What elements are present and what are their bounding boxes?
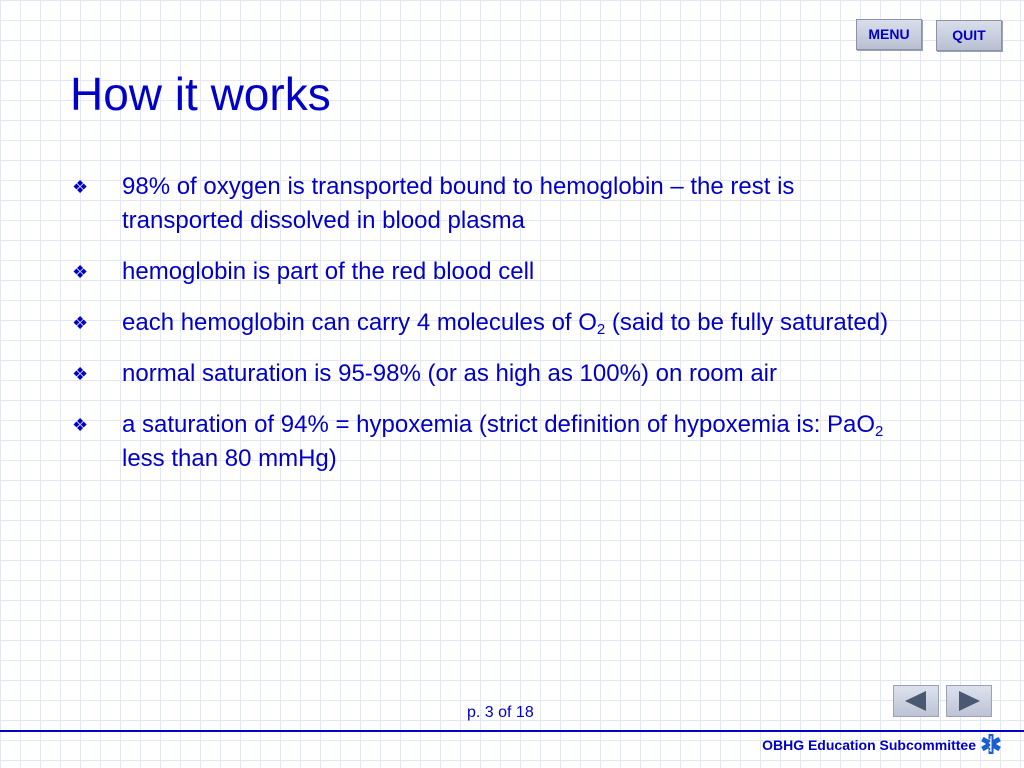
organization-name: OBHG Education Subcommittee (762, 737, 976, 753)
diamond-bullet-icon: ❖ (72, 364, 89, 384)
slide-title: How it works (70, 68, 331, 120)
footer-divider (0, 730, 1024, 732)
bullet-text-before: each hemoglobin can carry 4 molecules of O (122, 309, 597, 336)
star-of-life-icon (980, 733, 1002, 755)
bullet-text-after: less than 80 mmHg) (122, 445, 337, 472)
subscript: 2 (596, 321, 606, 338)
arrow-right-icon (947, 686, 991, 716)
bullet-list (70, 170, 910, 493)
bullet-item (70, 255, 910, 289)
bullet-text: hemoglobin is part of the red blood cell (122, 258, 535, 285)
bullet-text (122, 411, 883, 472)
bullet-text: 98% of oxygen is transported bound to hemoglobin – the rest is transported dissolved in blood plasma (122, 173, 795, 234)
bullet-item (70, 357, 910, 391)
bullet-text (122, 309, 888, 336)
bullet-item (70, 170, 910, 238)
diamond-bullet-icon: ❖ (72, 262, 89, 282)
bullet-text-before: a saturation of 94% = hypoxemia (strict definition of hypoxemia is: PaO (122, 411, 876, 438)
bullet-text: normal saturation is 95-98% (or as high as 100%) on room air (122, 360, 777, 387)
next-slide-button[interactable] (946, 685, 992, 717)
bullet-item (70, 306, 910, 340)
diamond-bullet-icon: ❖ (72, 415, 89, 435)
subscript: 2 (875, 423, 884, 440)
quit-button[interactable]: QUIT (936, 20, 1002, 51)
previous-slide-button[interactable] (893, 685, 939, 717)
bullet-item (70, 408, 910, 476)
diamond-bullet-icon: ❖ (72, 313, 89, 333)
menu-button[interactable]: MENU (856, 19, 922, 50)
page-number: p. 3 of 18 (467, 704, 534, 721)
arrow-left-icon (894, 686, 938, 716)
diamond-bullet-icon: ❖ (72, 177, 89, 197)
bullet-text-after: (said to be fully saturated) (605, 309, 889, 336)
